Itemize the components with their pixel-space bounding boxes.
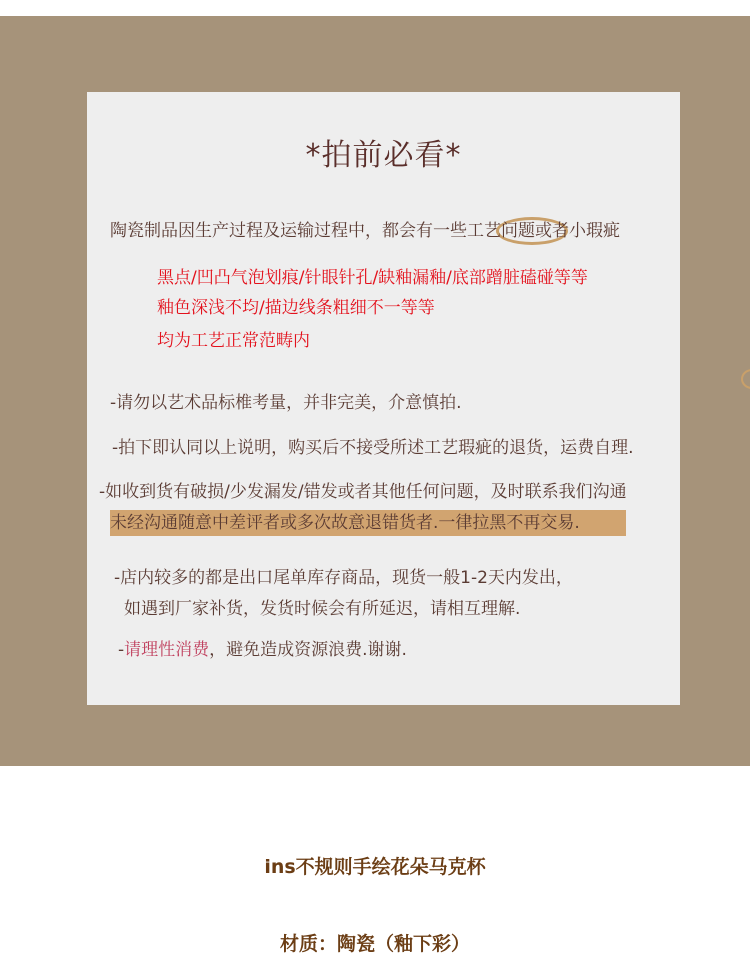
notice-title: *拍前必看*: [305, 138, 462, 173]
note-line: -请勿以艺术品标椎考量，并非完美，介意慎拍.: [110, 393, 462, 413]
notice-banner: [0, 16, 750, 766]
product-title: ins不规则手绘花朵马克杯: [264, 856, 486, 878]
closing-dash: -: [118, 640, 125, 660]
note-line: -店内较多的都是出口尾单库存商品，现货一般1-2天内发出，: [114, 568, 573, 588]
warning-line: 黑点/凹凸气泡划痕/针眼针孔/缺釉漏釉/底部蹭脏磕碰等等: [157, 268, 588, 288]
closing-rest: ，避免造成资源浪费.谢谢.: [209, 640, 407, 660]
highlighted-note: 未经沟通随意中差评者或多次故意退错货者.一律拉黑不再交易.: [110, 513, 580, 533]
product-material: 材质：陶瓷（釉下彩）: [279, 933, 470, 955]
notice-card: [87, 92, 680, 705]
warning-line: 均为工艺正常范畴内: [157, 331, 310, 351]
note-line: 如遇到厂家补货，发货时候会有所延迟，请相互理解.: [124, 599, 521, 619]
warning-line: 釉色深浅不均/描边线条粗细不一等等: [157, 298, 435, 318]
closing-emphasis: 请理性消费: [124, 640, 210, 660]
closing-line: [118, 639, 407, 661]
note-line: -如收到货有破损/少发漏发/错发或者其他任何问题，及时联系我们沟通: [99, 482, 627, 502]
note-line: -拍下即认同以上说明，购买后不接受所述工艺瑕疵的退货，运费自理.: [112, 438, 634, 458]
intro-text: 陶瓷制品因生产过程及运输过程中，都会有一些工艺问题或者小瑕疵: [110, 221, 620, 241]
